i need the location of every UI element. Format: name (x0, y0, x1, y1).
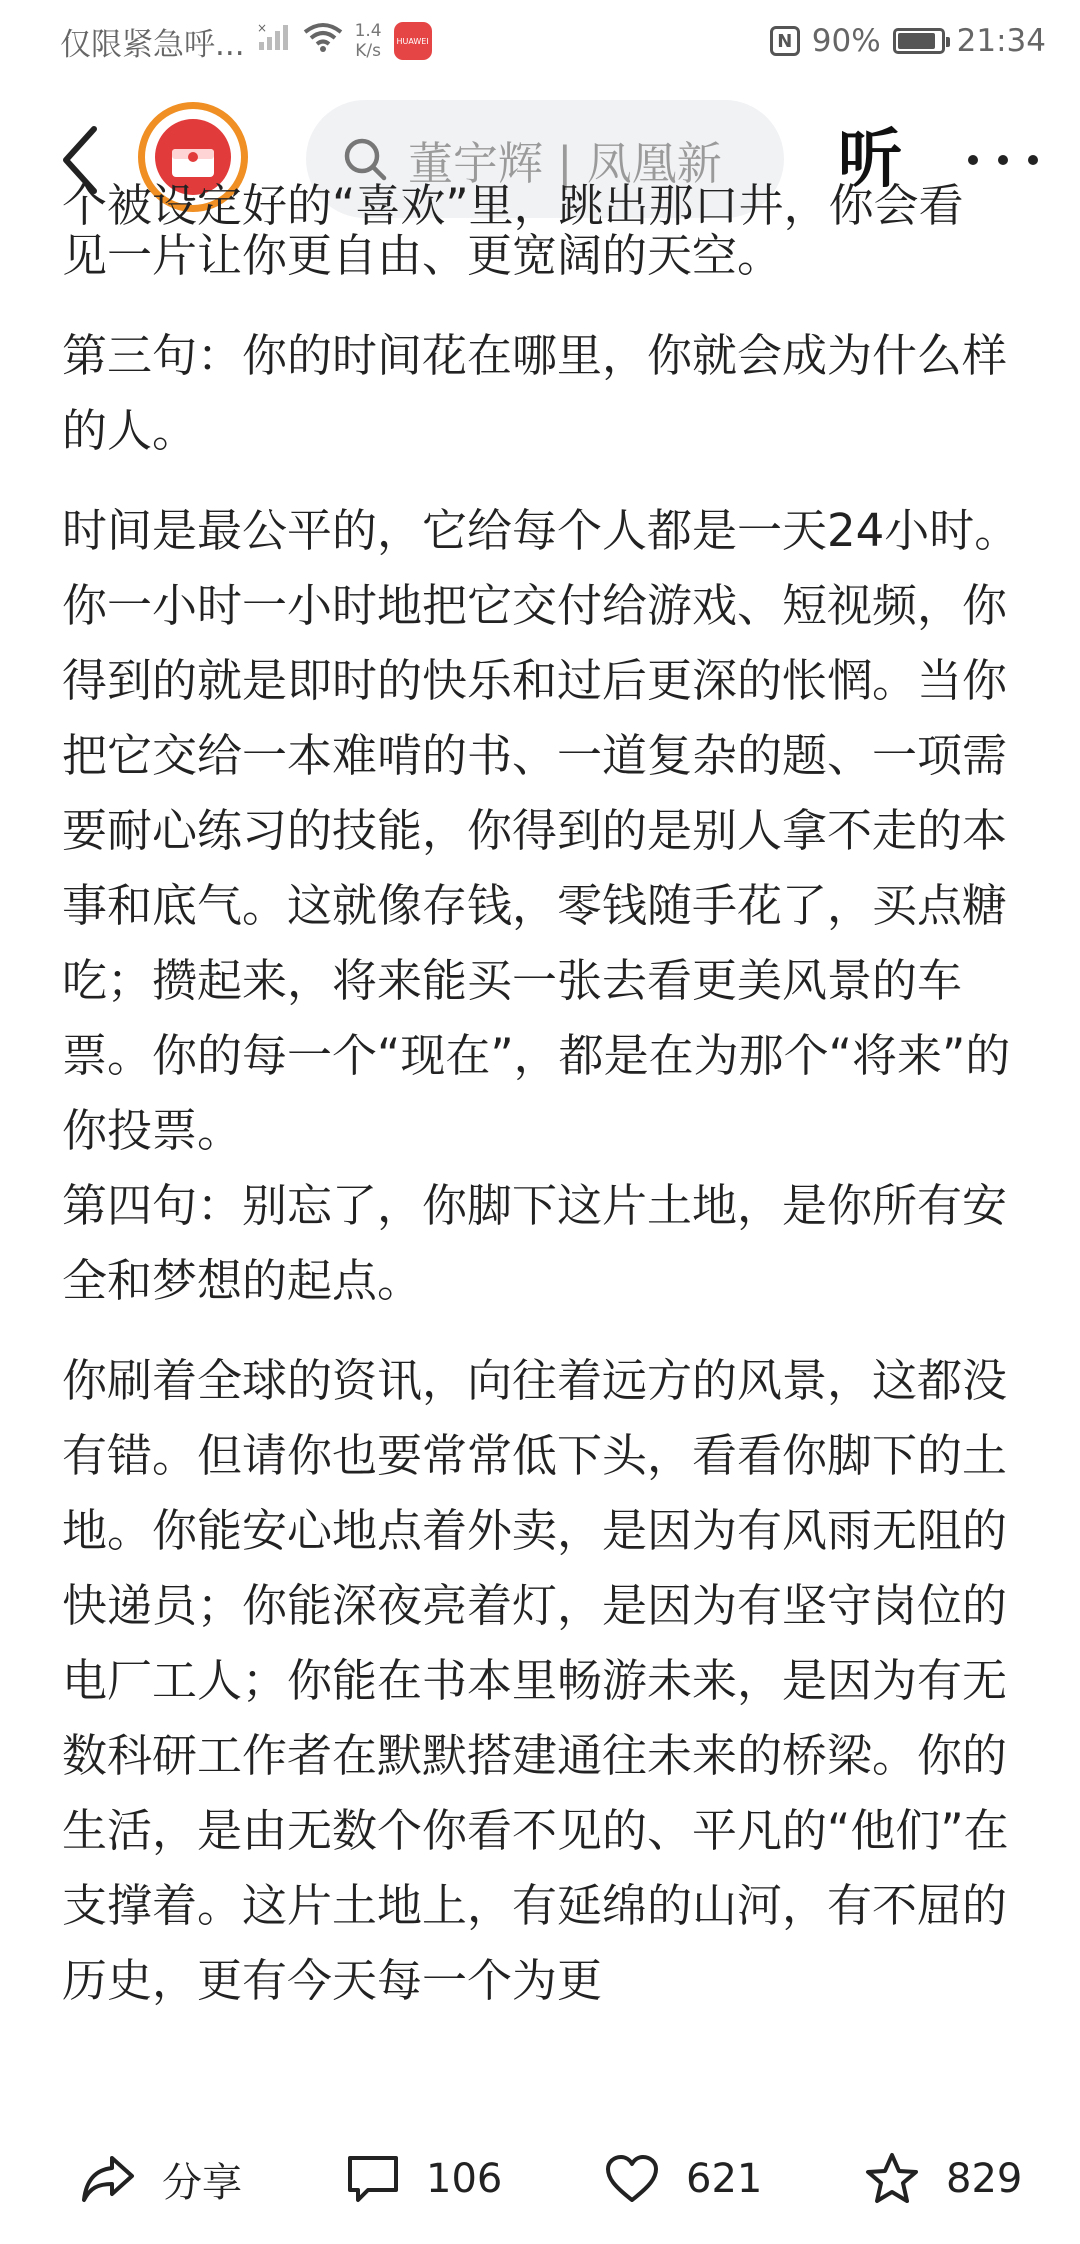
star-icon (864, 2152, 920, 2206)
net-speed-unit: K/s (355, 41, 381, 61)
battery-fill (898, 33, 936, 49)
more-dot-1 (968, 155, 978, 165)
fade-overlay (62, 2010, 1032, 2090)
article-paragraph-2: 第三句：你的时间花在哪里，你就会成为什么样的人。 (62, 329, 1008, 457)
article-partial-line: 个被设定好的“喜欢”里，跳出那口井，你会看 (62, 179, 964, 232)
listen-button[interactable]: 听 (838, 123, 902, 197)
battery-percent: 90% (811, 23, 881, 59)
like-count: 621 (686, 2156, 763, 2202)
bottom-action-bar (0, 2114, 1080, 2244)
clock: 21:34 (956, 23, 1046, 59)
status-bar-left (60, 19, 432, 64)
article-paragraph-4: 第四句：别忘了，你脚下这片土地，是你所有安全和梦想的起点。 (62, 1179, 1008, 1307)
wifi-icon (303, 22, 343, 60)
svg-text:×: × (256, 21, 267, 35)
status-bar (0, 0, 1080, 82)
like-button[interactable] (604, 2154, 762, 2204)
favorite-button[interactable] (864, 2152, 1022, 2206)
share-button[interactable] (80, 2151, 242, 2208)
nfc-icon (770, 26, 800, 56)
article-paragraph-5: 你刷着全球的资讯，向往着远方的风景，这都没有错。但请你也要常常低下头，看看你脚下的土地。你能安心地点着外卖，是因为有风雨无阻的快递员；你能深夜亮着灯，是因为有坚守岗位的电厂工人；你能在书本里畅游未来，是因为有无数科研工作者在默默搭建通往未来的桥梁。你的生活，是由无数个你看不见的、平凡的“他们”在支撑着。这片土地上，有延绵的山河，有不屈的历史，更有今天每一个为更 (62, 1354, 1009, 2007)
net-speed-value: 1.4 (354, 21, 382, 41)
search-query: 董宇辉 | 凤凰新 (408, 136, 722, 190)
comment-icon (346, 2154, 400, 2204)
huawei-app-icon (394, 22, 432, 60)
signal-icon (257, 22, 291, 60)
article-paragraph-1-end: 见一片让你更自由、更宽阔的天空。 (62, 229, 783, 282)
status-bar-right (770, 23, 1046, 59)
more-dot-3 (1028, 155, 1038, 165)
share-label: 分享 (162, 2159, 242, 2206)
favorite-count: 829 (946, 2156, 1023, 2202)
heart-icon (604, 2154, 660, 2204)
comment-count: 106 (426, 2156, 503, 2202)
comment-button[interactable] (346, 2154, 502, 2204)
app-badge-text: HUAWEI (396, 36, 429, 46)
more-dot-2 (998, 155, 1008, 165)
article-body (62, 179, 1032, 2090)
nfc-label: N (777, 30, 793, 52)
net-speed (355, 21, 382, 61)
battery-icon (893, 28, 945, 54)
share-icon (80, 2154, 136, 2204)
carrier-text: 仅限紧急呼... (60, 26, 245, 63)
article-paragraph-3: 时间是最公平的，它给每个人都是一天24小时。你一小时一小时地把它交付给游戏、短视频，你得到的就是即时的快乐和过后更深的怅惘。当你把它交给一本难啃的书、一道复杂的题、一项需要耐心练习的技能，你得到的是别人拿不走的本事和底气。这就像存钱，零钱随手花了，买点糖吃；攒起来，将来能买一张去看更美风景的车票。你的每一个“现在”，都是在为那个“将来”的你投票。 (62, 504, 1020, 1157)
